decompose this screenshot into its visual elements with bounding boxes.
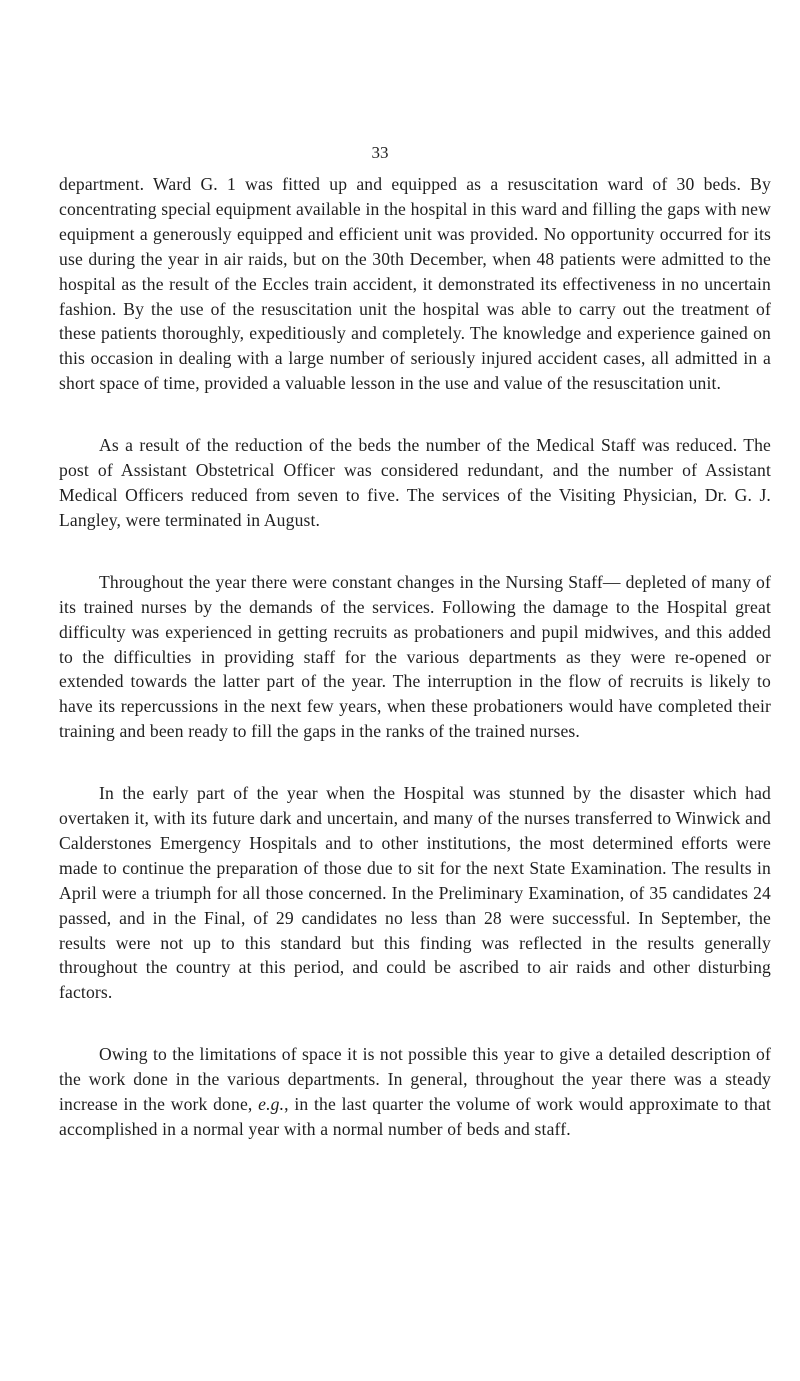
paragraph-work-done — [59, 1042, 771, 1142]
paragraph-work-done-part-2: , in the last quarter the volume of work would approximate to that accomplished in a normal year with a normal number of beds and staff. — [59, 1094, 771, 1139]
body-text — [59, 172, 771, 1179]
paragraph-work-done-part-1: Owing to the limitations of space it is not possible this year to give a detailed description of the work done in the various departments. In general, throughout the year there was a steady increase in the work done, — [59, 1044, 771, 1115]
paragraph-work-done-emphasis: e.g. — [258, 1094, 285, 1115]
paragraph-medical-staff: As a result of the reduction of the beds the number of the Medical Staff was reduced. The post of Assistant Obstetrical Officer was considered redundant, and the number of Assistant Medical Officers reduced from seven to five. The services of the Visiting Physician, Dr. G. J. Langley, were terminated in August. — [59, 435, 771, 530]
paragraph-examinations: In the early part of the year when the Hospital was stunned by the disaster which had overtaken it, with its future dark and uncertain, and many of the nurses transferred to Winwick and Calderstones Emergency Hospitals and to other institutions, the most determined efforts were made to continue the preparation of those due to sit for the next State Examination. The results in April were a triumph for all those concerned. In the Preliminary Examination, of 35 candidates 24 passed, and in the Final, of 29 candidates no less than 28 were successful. In September, the results were not up to this standard but this finding was reflected in the results generally throughout the country at this period, and could be ascribed to air raids and other disturbing factors. — [59, 783, 771, 1003]
paragraph-nursing-staff: Throughout the year there were constant changes in the Nursing Staff— depleted of many of its trained nurses by the demands of the services. Following the damage to the Hospital great difficulty was experienced in getting recruits as probationers and pupil midwives, and this added to the difficulties in providing staff for the various departments as they were re-opened or extended towards the latter part of the year. The interruption in the flow of recruits is likely to have its repercussions in the next few years, when these probationers would have completed their training and been ready to fill the gaps in the ranks of the trained nurses. — [59, 571, 771, 742]
paragraph-resuscitation-ward: department. Ward G. 1 was fitted up and equipped as a resuscitation ward of 30 beds. By concentrating special equipment available in the hospital in this ward and filling the gaps with new equipment a generously equipped and efficient unit was provided. No opportunity occurred for its use during the year in air raids, but on the 30th December, when 48 patients were admitted to the hospital as the result of the Eccles train accident, it demonstrated its effectiveness in no uncertain fashion. By the use of the resuscitation unit the hospital was able to carry out the treatment of these patients thoroughly, expeditiously and completely. The knowledge and experience gained on this occasion in dealing with a large number of seriously injured accident cases, all admitted in a short space of time, provided a valuable lesson in the use and value of the resuscitation unit. — [59, 174, 771, 394]
page-number: 33 — [371, 143, 389, 162]
